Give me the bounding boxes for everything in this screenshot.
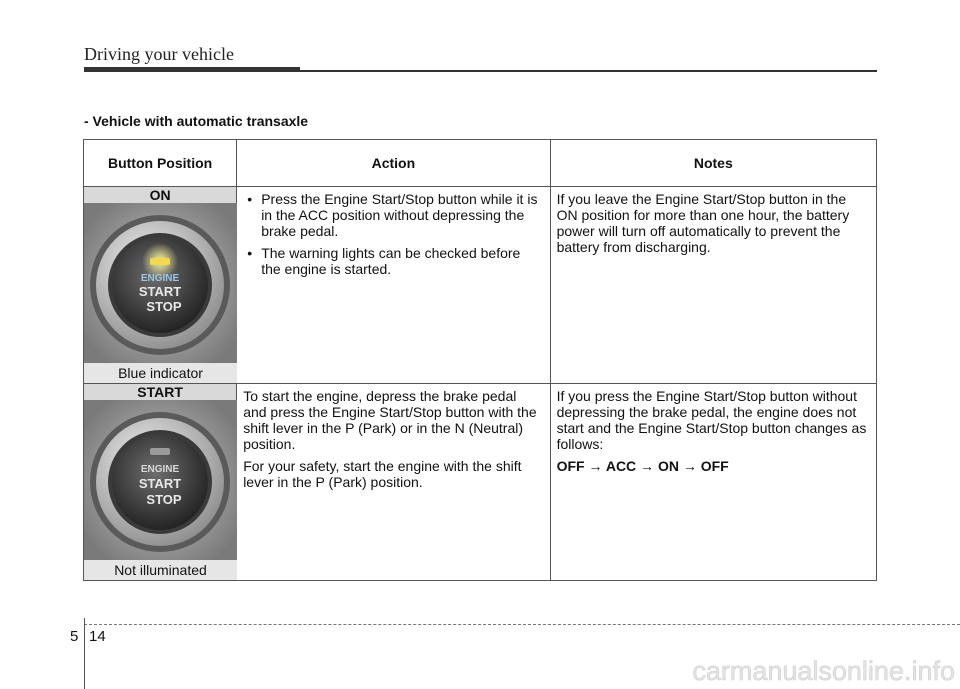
position-label: START (84, 384, 236, 400)
section-title: - Vehicle with automatic transaxle (84, 113, 309, 129)
header-rule-thick (84, 67, 300, 72)
svg-text:carmanualsonline.info: carmanualsonline.info (692, 656, 955, 686)
button-engine-text: ENGINE (140, 273, 180, 284)
footer-divider (84, 618, 85, 689)
button-caption: Not illuminated (84, 560, 237, 580)
button-position-table (83, 139, 877, 581)
indicator-light (150, 258, 170, 265)
position-cell-start (84, 384, 237, 581)
button-start-text: START (138, 476, 182, 491)
button-stop-text: STOP (146, 492, 182, 507)
position-label: ON (84, 187, 236, 203)
action-paragraph: For your safety, start the engine with the shift lever in the P (Park) position. (243, 458, 522, 490)
engine-start-button-image (84, 400, 237, 562)
notes-text: If you leave the Engine Start/Stop button in the ON position for more than one hour, the battery power will turn off automatically to prevent the battery from discharging. (556, 191, 850, 255)
button-engine-text: ENGINE (140, 464, 180, 475)
chapter-number: 5 (70, 628, 79, 645)
position-cell-on (84, 187, 237, 384)
notes-cell (550, 384, 876, 581)
table-row (84, 384, 877, 581)
indicator-light (150, 448, 170, 455)
table-row (84, 187, 877, 384)
state-sequence: OFF → ACC → ON → OFF (556, 458, 729, 474)
notes-cell (550, 187, 876, 384)
button-stop-text: STOP (146, 299, 182, 314)
notes-text: If you press the Engine Start/Stop button without depressing the brake pedal, the engine does not start and the Engine Start/Stop button changes as follows: (556, 388, 867, 452)
table-header-row (84, 140, 877, 187)
action-cell (237, 187, 550, 384)
page-number: 14 (89, 628, 106, 645)
action-cell (237, 384, 550, 581)
footer-rule (84, 624, 960, 625)
header-rule-thin (300, 70, 877, 72)
list-item: • Press the Engine Start/Stop button while it is in the ACC position without depressing the brake pedal. (247, 191, 538, 239)
engine-start-button-image (84, 203, 237, 365)
header-notes: Notes (550, 140, 876, 187)
header-action: Action (237, 140, 550, 187)
list-item: • The warning lights can be checked before the engine is started. (247, 245, 521, 277)
header-title: Driving your vehicle (84, 44, 234, 64)
button-caption: Blue indicator (84, 363, 237, 383)
action-paragraph: To start the engine, depress the brake pedal and press the Engine Start/Stop button with the shift lever in the P (Park) or in the N (Neutral) position. (243, 388, 537, 452)
watermark (560, 650, 960, 689)
button-start-text: START (138, 284, 182, 299)
header-button-position: Button Position (84, 140, 237, 187)
